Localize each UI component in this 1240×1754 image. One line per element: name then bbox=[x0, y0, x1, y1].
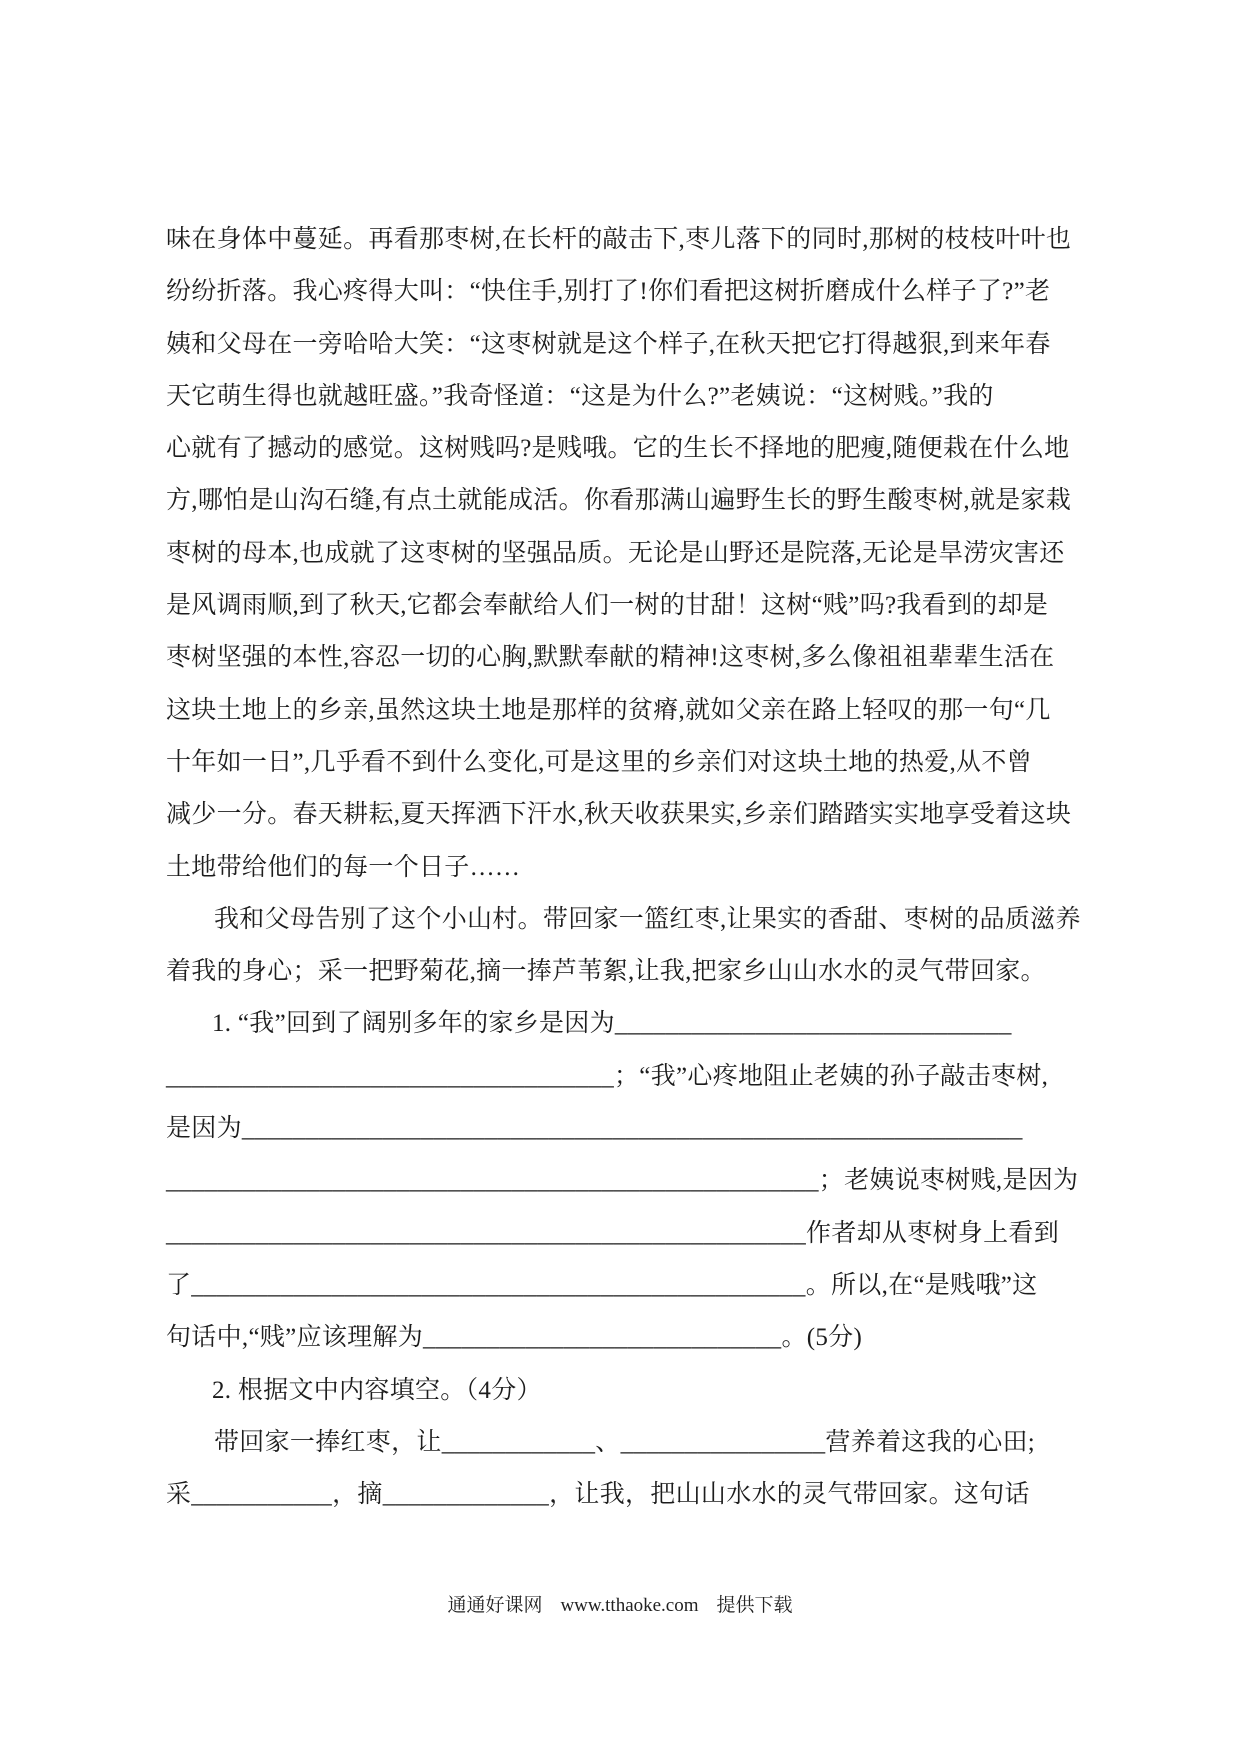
passage-line-7: 枣树的母本,也成就了这枣树的坚强品质。无论是山野还是院落,无论是旱涝灾害还 bbox=[166, 539, 1065, 567]
passage-line-15: 着我的身心；采一把野菊花,摘一捧芦苇絮,让我,把家乡山山水水的灵气带回家。 bbox=[166, 958, 1046, 986]
passage-line-5: 心就有了撼动的感觉。这树贱吗?是贱哦。它的生长不择地的肥瘦,随便栽在什么地 bbox=[166, 435, 1070, 463]
footer-site-name: 通通好课网 bbox=[447, 1595, 543, 1616]
passage-line-12: 减少一分。春天耕耘,夏天挥洒下汗水,秋天收获果实,乡亲们踏踏实实地享受着这块 bbox=[166, 801, 1072, 829]
passage-line-14: 我和父母告别了这个小山村。带回家一篮红枣,让果实的香甜、枣树的品质滋养 bbox=[214, 905, 1081, 933]
passage-line-1: 味在身体中蔓延。再看那枣树,在长杆的敲击下,枣儿落下的同时,那树的枝枝叶叶也 bbox=[166, 226, 1072, 253]
passage-line-2: 纷纷折落。我心疼得大叫：“快住手,别打了!你们看把这树折磨成什么样子了?”老 bbox=[166, 278, 1051, 306]
passage-line-9: 枣树坚强的本性,容忍一切的心胸,默默奉献的精神!这枣树,多么像祖祖辈辈生活在 bbox=[166, 644, 1055, 672]
passage-line-3: 姨和父母在一旁哈哈大笑：“这枣树就是这个样子,在秋天把它打得越狠,到来年春 bbox=[166, 330, 1051, 358]
passage-line-6: 方,哪怕是山沟石缝,有点土就能成活。你看那满山遍野生长的野生酸枣树,就是家栽 bbox=[166, 487, 1072, 515]
page-footer bbox=[0, 1590, 1240, 1617]
question-1-line-5: __________________________________________________作者却从枣树身上看到 bbox=[166, 1219, 1060, 1247]
text-lines bbox=[166, 214, 1106, 1521]
passage-line-4: 天它萌生得也就越旺盛。”我奇怪道：“这是为什么?”老姨说：“这树贱。”我的 bbox=[166, 382, 994, 410]
question-1-line-3: 是因为_____________________________________________________________ bbox=[166, 1115, 1023, 1143]
passage-line-11: 十年如一日”,几乎看不到什么变化,可是这里的乡亲们对这块土地的热爱,从不曾 bbox=[166, 748, 1032, 776]
question-1-line-1: 1. “我”回到了阔别多年的家乡是因为_______________________________ bbox=[212, 1010, 1012, 1038]
footer-site-url: www.tthaoke.com bbox=[560, 1595, 699, 1616]
question-2-line-1: 2. 根据文中内容填空。（4分） bbox=[212, 1376, 542, 1404]
passage-line-10: 这块土地上的乡亲,虽然这块土地是那样的贫瘠,就如父亲在路上轻叹的那一句“几 bbox=[166, 696, 1051, 724]
footer-suffix: 提供下载 bbox=[716, 1595, 793, 1616]
question-2-line-2: 带回家一捧红枣，让____________、________________营养着这我的心田; bbox=[214, 1428, 1036, 1456]
passage-line-13: 土地带给他们的每一个日子…… bbox=[166, 853, 521, 881]
question-2-line-3: 采___________，摘_____________，让我，把山山水水的灵气带回家。这句话 bbox=[166, 1481, 1030, 1509]
question-1-line-7: 句话中,“贱”应该理解为____________________________。(5分) bbox=[166, 1324, 863, 1352]
question-1-line-4: ___________________________________________________；老姨说枣树贱,是因为 bbox=[166, 1167, 1079, 1195]
question-1-line-6: 了________________________________________________。所以,在“是贱哦”这 bbox=[166, 1271, 1038, 1299]
passage-line-8: 是风调雨顺,到了秋天,它都会奉献给人们一树的甘甜！这树“贱”吗?我看到的却是 bbox=[166, 592, 1049, 620]
question-1-line-2: ___________________________________；“我”心疼地阻止老姨的孙子敲击枣树, bbox=[166, 1062, 1049, 1090]
